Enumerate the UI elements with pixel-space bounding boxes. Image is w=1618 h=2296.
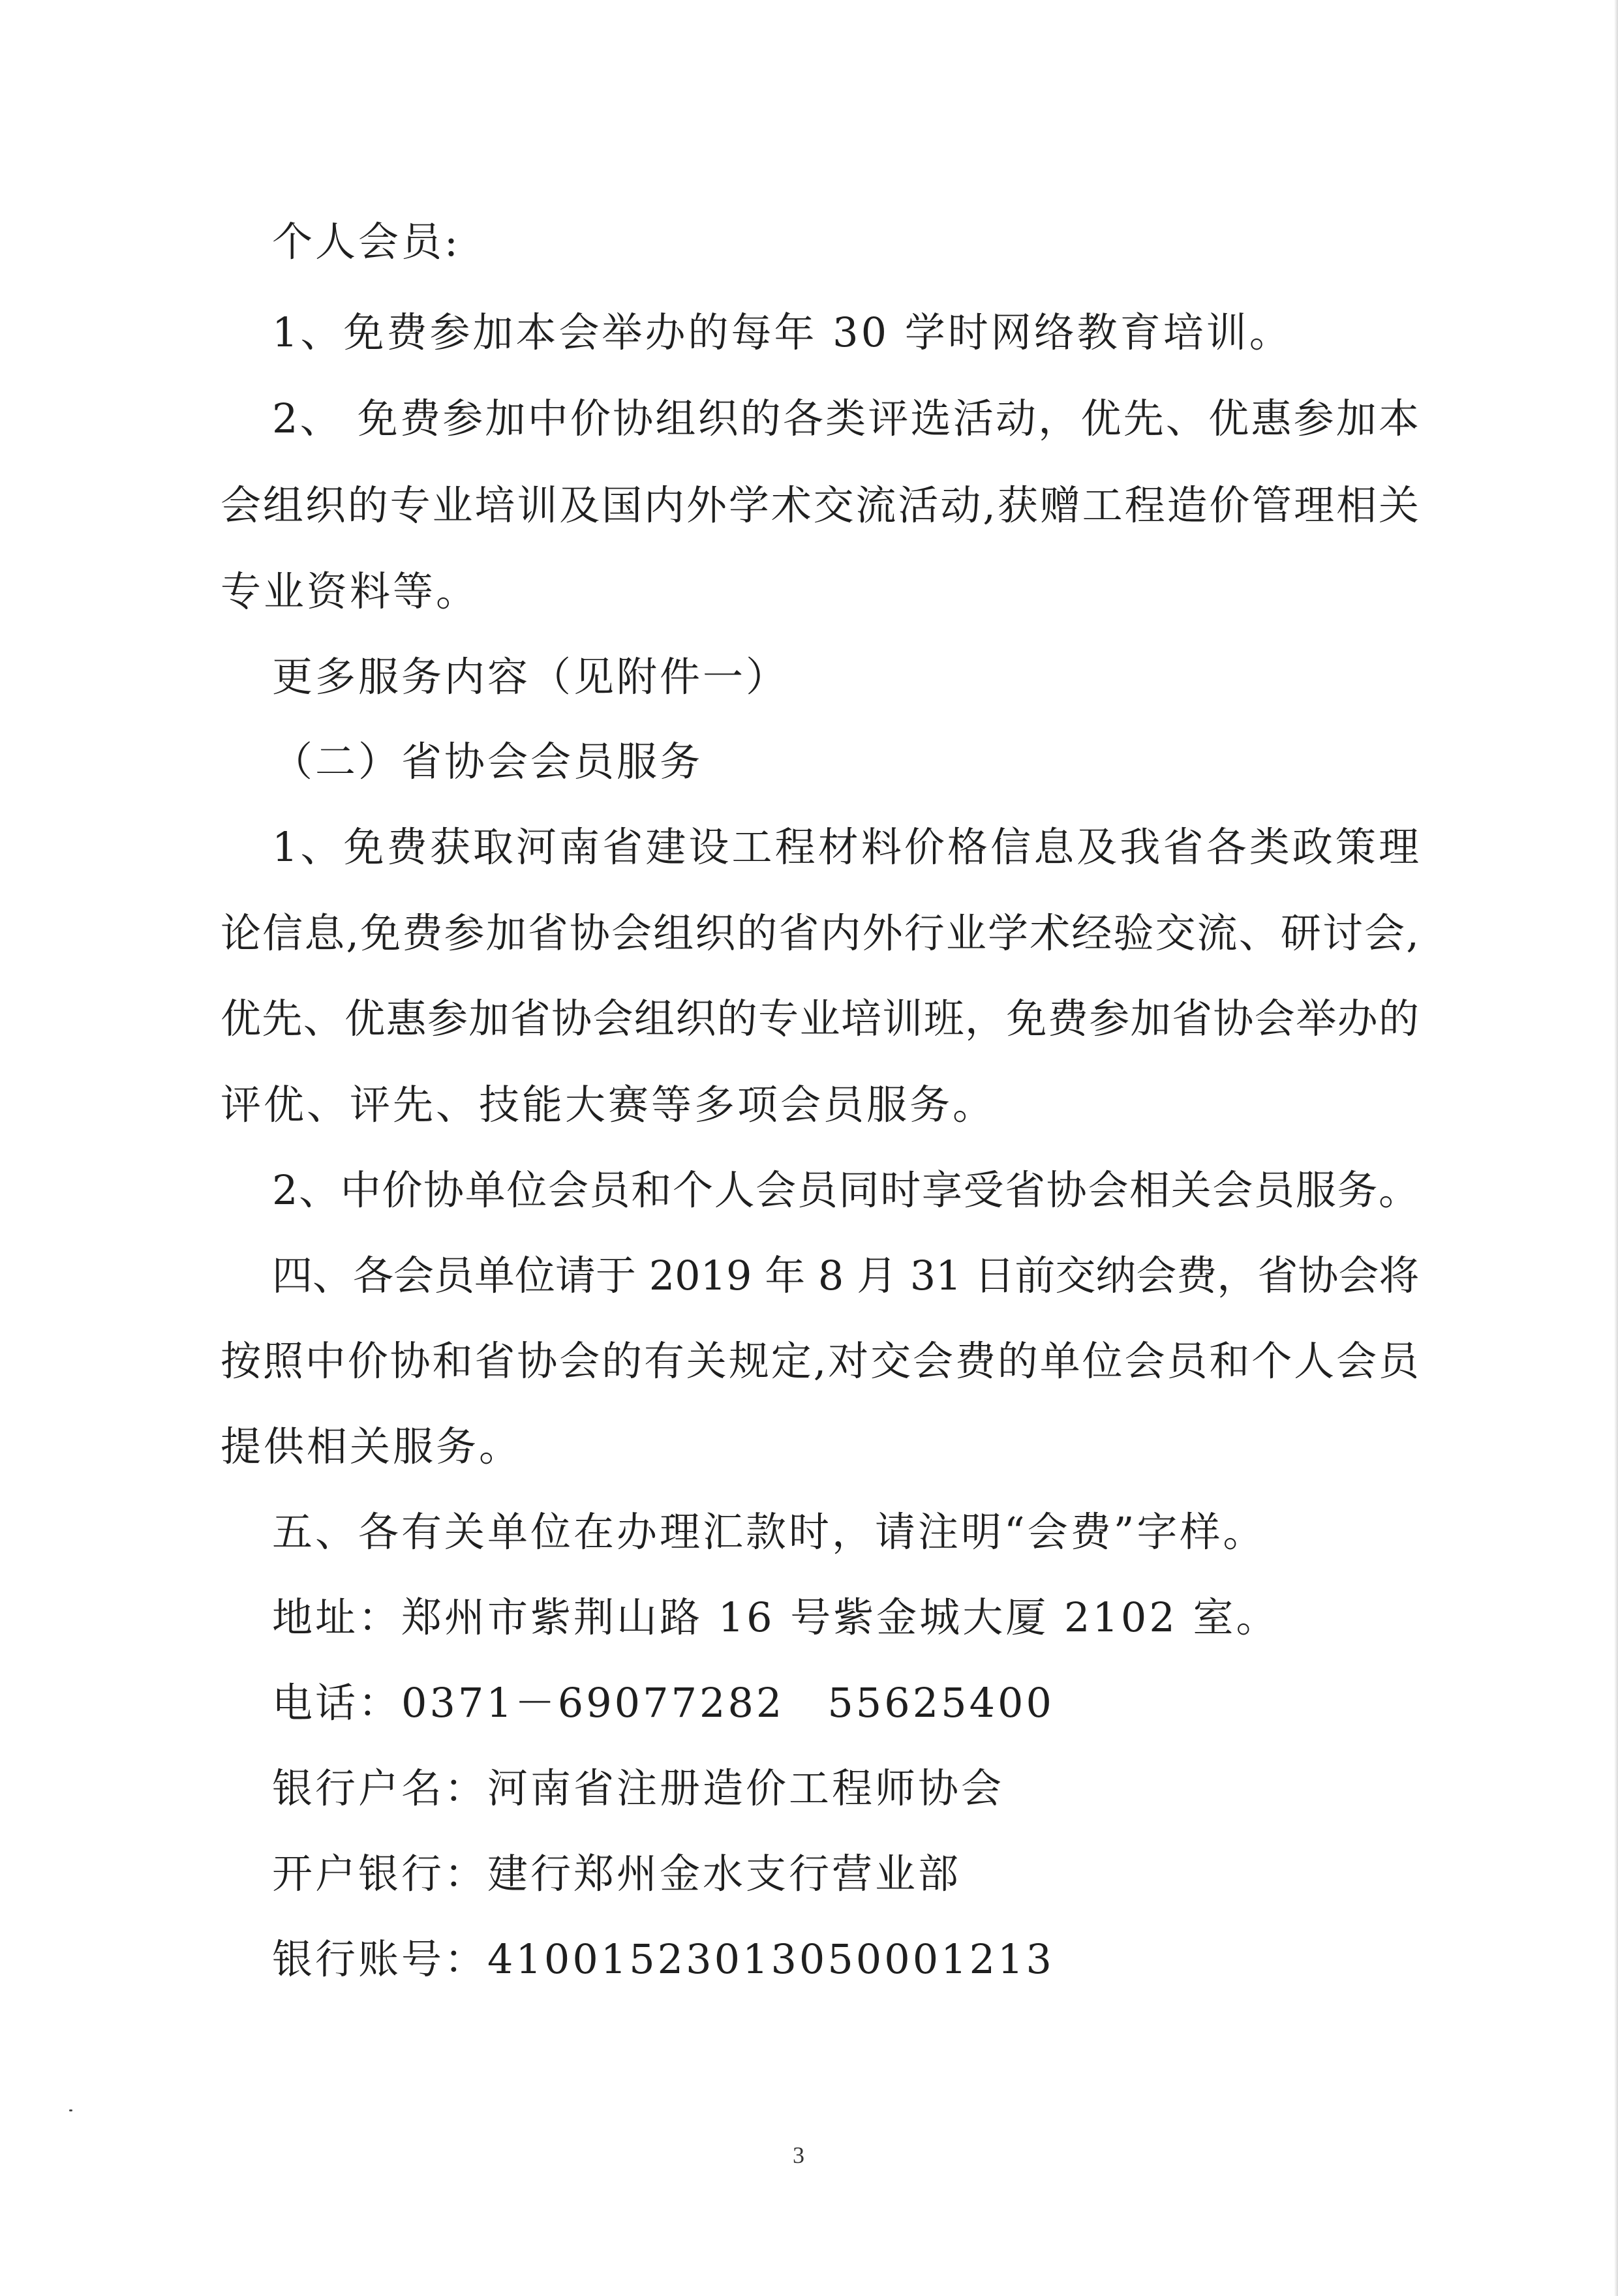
paragraph-line-fee-deadline-b: 按照中价协和省协会的有关规定,对交会费的单位会员和个人会员 [221,1337,1419,1385]
contact-phone: 电话：0371－69077282 55625400 [272,1679,1054,1727]
paragraph-line-remittance-note: 五、各有关单位在办理汇款时，请注明“会费”字样。 [272,1508,1266,1556]
paragraph-line-provincial-1a: 1、免费获取河南省建设工程材料价格信息及我省各类政策理 [272,823,1419,871]
page-number: 3 [793,2142,804,2168]
paragraph-line-individual-members: 个人会员: [272,218,461,265]
scan-edge-shadow [1614,0,1618,2296]
scan-speck [69,2109,72,2111]
paragraph-line-provincial-2: 2、中价协单位会员和个人会员同时享受省协会相关会员服务。 [272,1166,1419,1214]
paragraph-line-benefit-2a: 2、 免费参加中价协组织的各类评选活动，优先、优惠参加本 [272,395,1419,442]
bank-account-name: 银行户名：河南省注册造价工程师协会 [272,1764,1005,1812]
paragraph-line-benefit-2b: 会组织的专业培训及国内外学术交流活动,获赠工程造价管理相关 [221,481,1419,529]
paragraph-line-provincial-1c: 优先、优惠参加省协会组织的专业培训班，免费参加省协会举办的 [221,995,1419,1042]
paragraph-line-provincial-1b: 论信息,免费参加省协会组织的省内外行业学术经验交流、研讨会, [221,909,1419,957]
paragraph-line-fee-deadline-c: 提供相关服务。 [221,1423,523,1470]
paragraph-line-provincial-1d: 评优、评先、技能大赛等多项会员服务。 [221,1081,996,1128]
bank-branch: 开户银行：建行郑州金水支行营业部 [272,1850,962,1897]
paragraph-line-benefit-1: 1、免费参加本会举办的每年 30 学时网络教育培训。 [272,309,1292,356]
paragraph-line-more-services: 更多服务内容（见附件一） [272,653,789,701]
section-heading-provincial-services: （二）省协会会员服务 [272,738,703,785]
contact-address: 地址：郑州市紫荆山路 16 号紫金城大厦 2102 室。 [272,1594,1279,1641]
paragraph-line-benefit-2c: 专业资料等。 [221,567,480,615]
bank-account-number: 银行账号：41001523013050001213 [272,1935,1054,1983]
paragraph-line-fee-deadline-a: 四、各会员单位请于 2019 年 8 月 31 日前交纳会费，省协会将 [272,1252,1420,1299]
